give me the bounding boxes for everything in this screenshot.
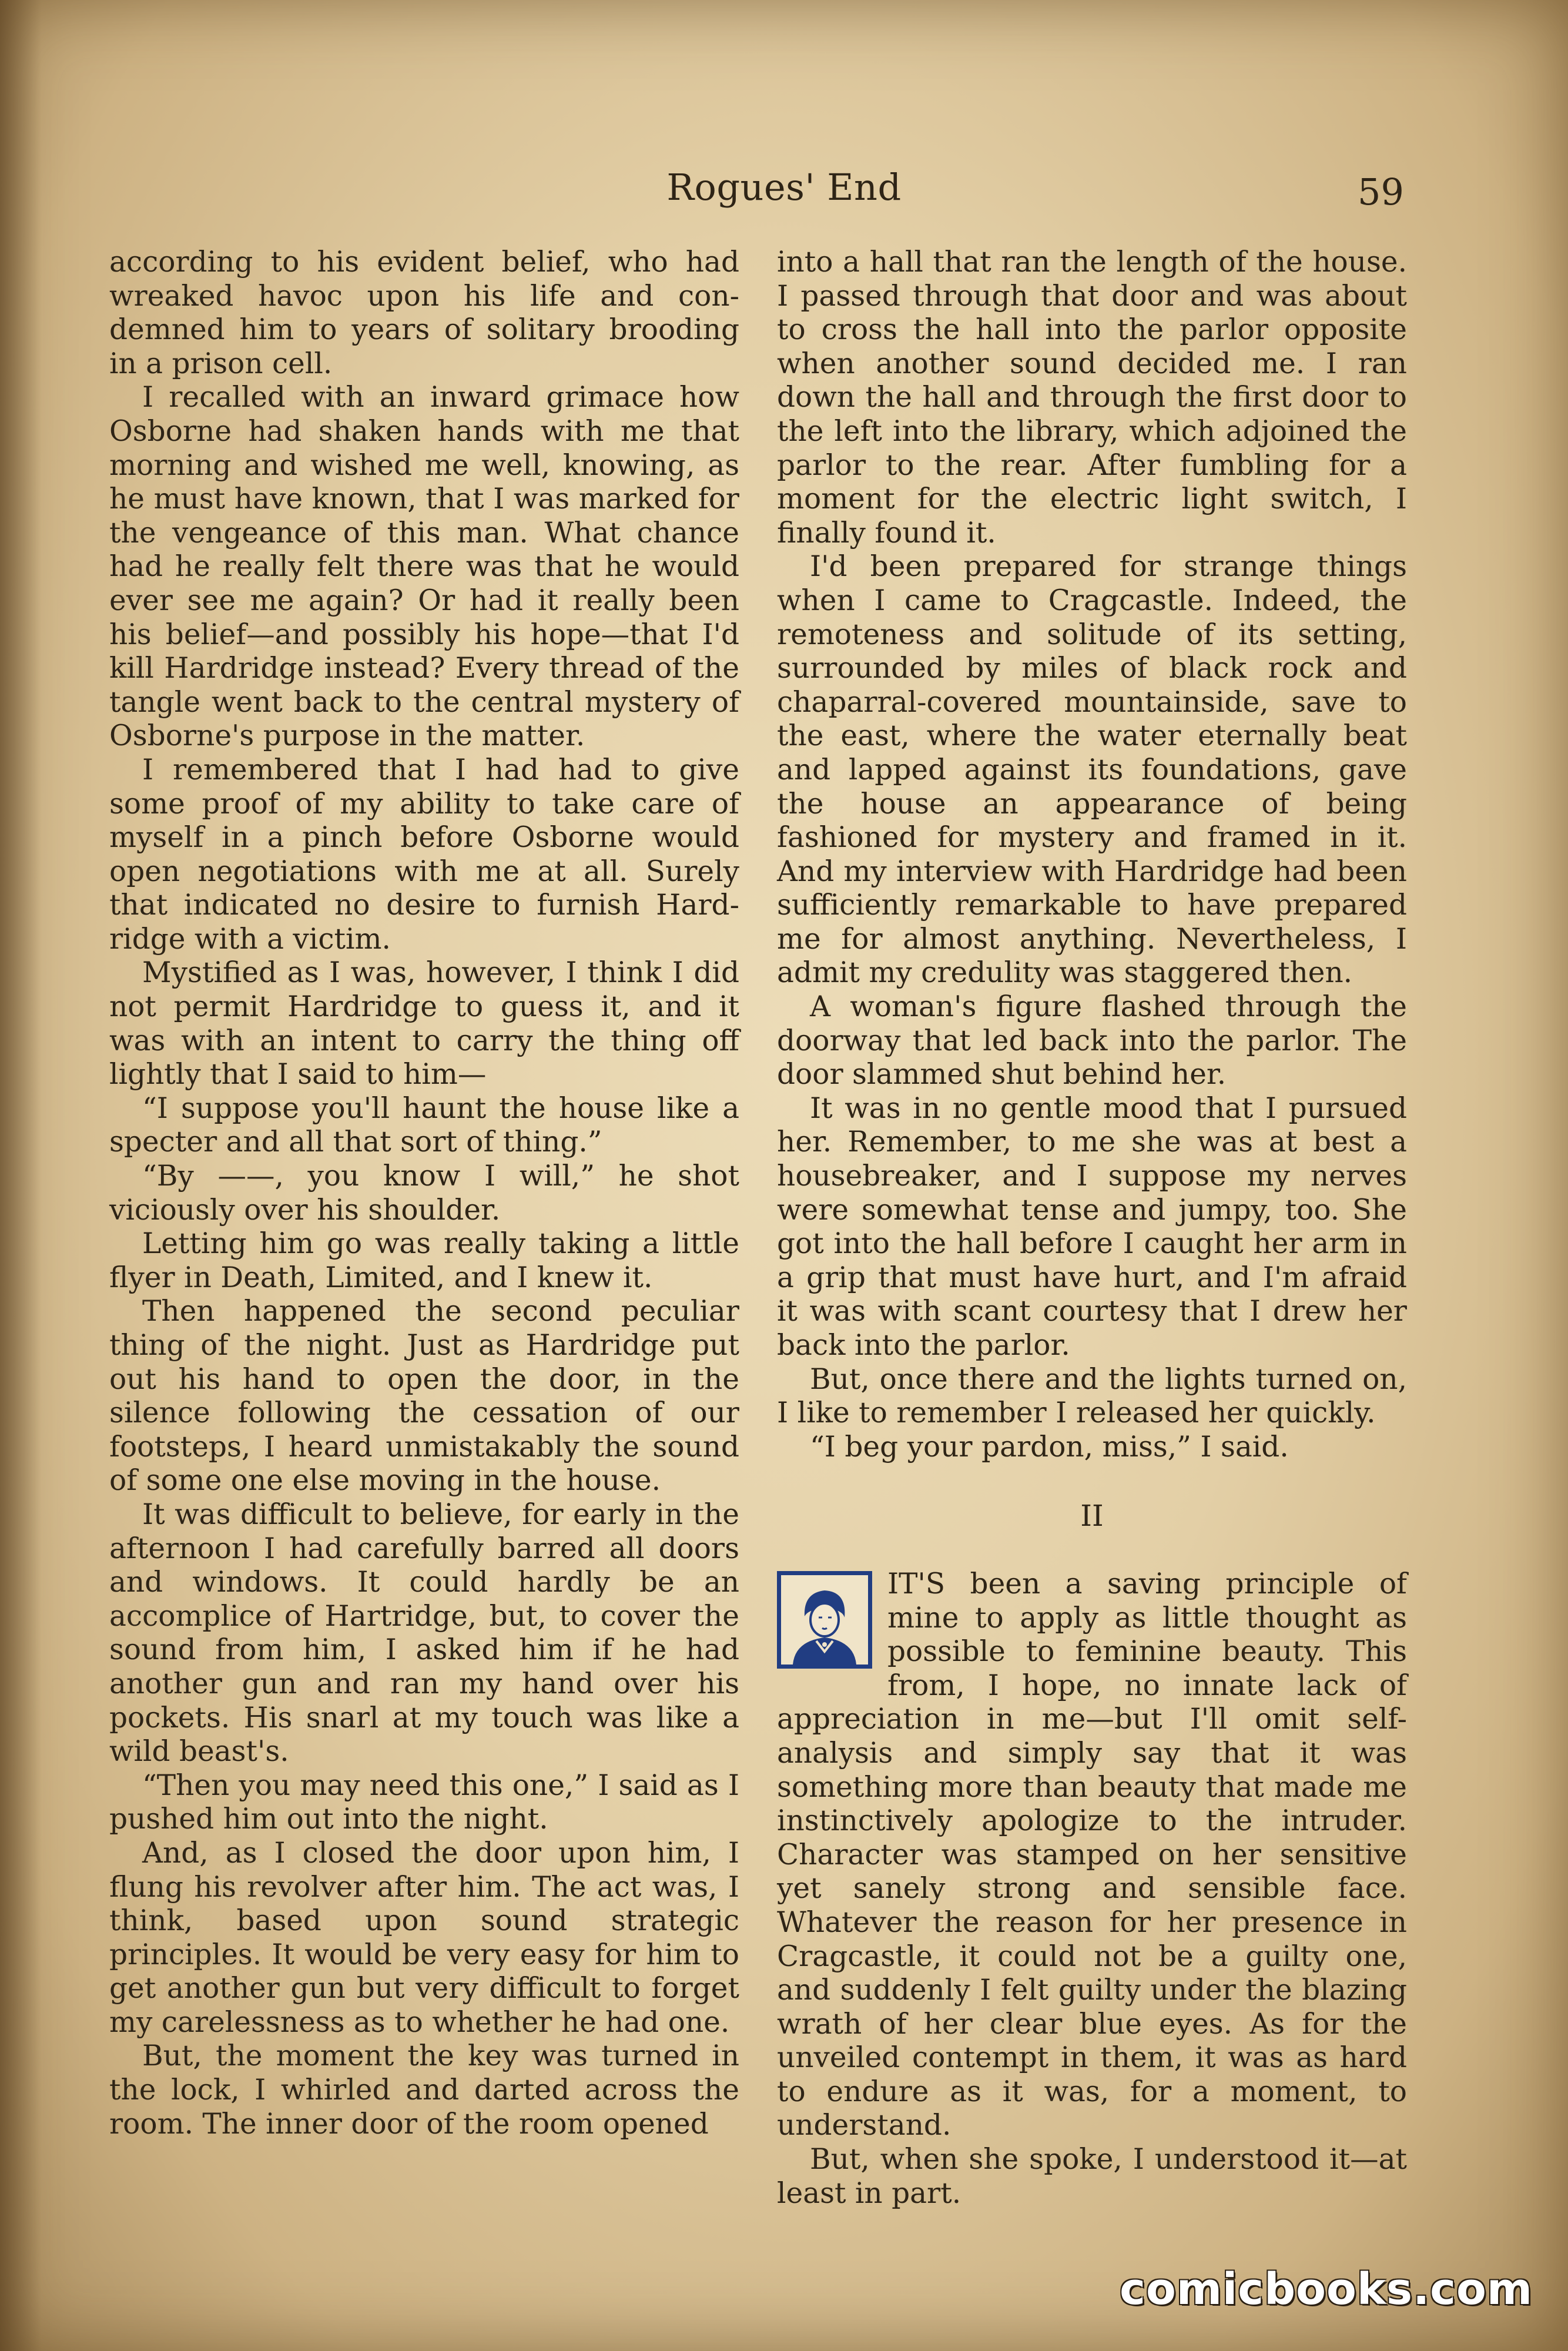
paragraph: I recalled with an inward grimace how Osborne had shaken hands with me that morning and wished me well, knowing, as he must have known, that I was marked for the vengeance of this man. What chance had he really felt there was that he would ever see me again? Or had it really been his belief—and possibly his hope—that I'd kill Hardridge instead? Every thread of the tangle went back to the central mystery of Osborne's purpose in the matter. (109, 381, 739, 753)
section-heading: II (1080, 1499, 1104, 1533)
paragraph: I'd been prepared for strange things when I came to Cragcastle. Indeed, the remoteness and solitude of its setting, surrounded by miles of black rock and chaparral-covered mountainside, save to the east, where the water eternally beat and lapped against its foundations, gave the house an appearance of being fashioned for mystery and framed in it. And my interview with Hardridge had been sufficiently remarkable to have prepared me for almost anything. Nevertheless, I admit my credulity was staggered then. (777, 550, 1407, 990)
paragraph: Mystified as I was, however, I think I did not permit Hardridge to guess it, and it was with an intent to carry the thing off lightly that I said to him— (109, 956, 739, 1091)
right-column (777, 246, 1407, 2211)
site-watermark: comicbooks.com (1120, 2264, 1533, 2315)
paragraph: And, as I closed the door upon him, I flung his revolver after him. The act was, I think, based upon sound strategic principles. It would be very easy for him to get another gun but very difficult to forget my carelessness as to whether he had one. (109, 1836, 739, 2039)
paragraph: I remembered that I had had to give some proof of my ability to take care of myself in a pinch before Osborne would open negotiations with me at all. Surely that indicated no desire to furnish Hardridge with a victim. (109, 753, 739, 956)
paragraph: Then happened the second peculiar thing of the night. Just as Hardridge put out his hand to open the door, in the silence following the cessation of our footsteps, I heard unmistakably the sound of some one else moving in the house. (109, 1295, 739, 1498)
left-column (109, 246, 739, 2141)
paragraph-text: IT'S been a saving principle of mine to apply as little thought as possible to feminine beauty. This from, I hope, no innate lack of appreciation in me—but I'll omit self-analysis and simply say that it was something more than beauty that made me instinctively apologize to the intruder. Character was stamped on her sensitive yet sanely strong and sensible face. Whatever the reason for her presence in Cragcastle, it could not be a guilty one, and suddenly I felt guilty under the blazing wrath of her clear blue eyes. As for the unveiled contempt in them, it was as hard to endure as it was, for a moment, to understand. (777, 1567, 1407, 2142)
page-number: 59 (1358, 170, 1404, 213)
paragraph: It was in no gentle mood that I pursued her. Remember, to me she was at best a housebreaker, and I suppose my nerves were somewhat tense and jumpy, too. She got into the hall before I caught her arm in a grip that must have hurt, and I'm afraid it was with scant courtesy that I drew her back into the parlor. (777, 1091, 1407, 1362)
paragraph: into a hall that ran the length of the house. I passed through that door and was about to cross the hall into the parlor opposite when another sound decided me. I ran down the hall and through the first door to the left into the library, which adjoined the parlor to the rear. After fumbling for a moment for the electric light switch, I finally found it. (777, 246, 1407, 550)
woman-portrait-icon (777, 1571, 872, 1669)
paragraph: according to his evident belief, who had wreaked havoc upon his life and condemned him to years of solitary brooding in a prison cell. (109, 246, 739, 380)
paragraph: “By ——, you know I will,” he shot viciously over his shoulder. (109, 1160, 739, 1227)
paragraph: But, when she spoke, I understood it—at least in part. (777, 2143, 1407, 2210)
running-title: Rogues' End (666, 166, 902, 209)
paragraph: “I beg your pardon, miss,” I said. (810, 1430, 1289, 1463)
paragraph: “I suppose you'll haunt the house like a specter and all that sort of thing.” (109, 1091, 739, 1159)
paragraph: It was difficult to believe, for early in the afternoon I had carefully barred all doors and windows. It could hardly be an accomplice of Hartridge, but, to cover the sound from him, I asked him if he had another gun and ran my hand over his pockets. His snarl at my touch was like a wild beast's. (109, 1498, 739, 1769)
paragraph: A woman's figure flashed through the doorway that led back into the parlor. The door slammed shut behind her. (777, 990, 1407, 1091)
page-binding-shadow (0, 0, 41, 2351)
paragraph: “Then you may need this one,” I said as I pushed him out into the night. (109, 1769, 739, 1836)
dropcap-paragraph (777, 1568, 1407, 2143)
paragraph: But, the moment the key was turned in the lock, I whirled and darted across the room. The inner door of the room opened (109, 2039, 739, 2141)
paragraph: But, once there and the lights turned on, I like to remember I released her quickly. (777, 1362, 1407, 1430)
paragraph: Letting him go was really taking a little flyer in Death, Limited, and I knew it. (109, 1227, 739, 1294)
